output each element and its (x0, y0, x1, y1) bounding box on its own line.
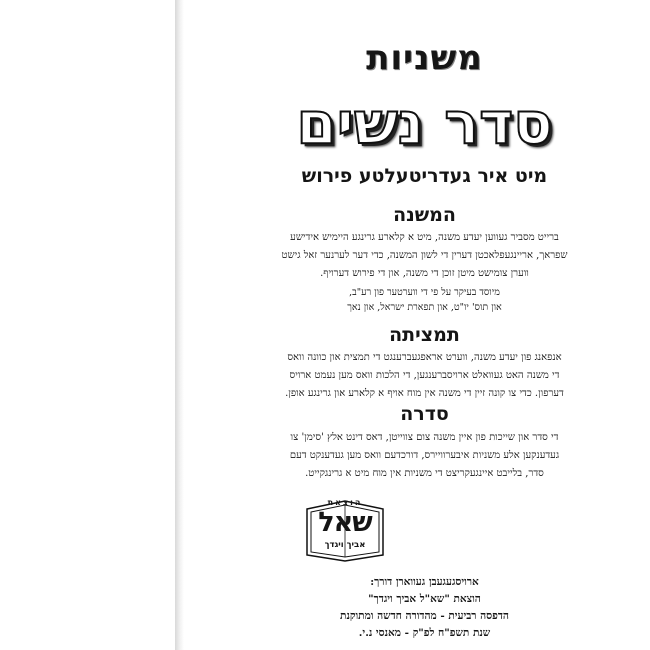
text-line: די סדר און שייכות פון איין משנה צום צווייטן, דאס דינט אלץ 'סימן' צו (290, 432, 559, 443)
text-line: סדר, בלייבט איינגעקריצט די משניות אין מוח מיט א גרינגקייט. (305, 468, 544, 479)
text-line: דערפון. כדי צו קונה זיין די משנה אין מוח אויף א קלארע און גרינגע אופן. (285, 388, 564, 399)
publisher-info (222, 574, 627, 642)
title-main: סדר נשים (296, 89, 553, 157)
text-line: ווערן צומישט מיטן זוכן די משנה, און די פירוש דערויף. (320, 268, 529, 279)
text-line: שפראך, אריינגעפלאכטן דערין די לשון המשנה, כדי דער לערנער זאל גישט (281, 250, 568, 261)
section-text-mishna (222, 229, 627, 283)
text-line: מיוסד בעיקר על פי די ווערטער פון רע"ב, (349, 287, 500, 298)
publisher-logo (303, 495, 387, 563)
text-line: אנפאנג פון יעדע משנה, ווערט אראפגעברענגט די תמצית און כוונה וואס (287, 352, 562, 363)
text-line: הוצאת "שא"ל אביך ויגדך" (368, 593, 481, 605)
source-note (222, 285, 627, 315)
text-line: שנת תשפ"ח לפ"ק - מאנסי נ.י. (358, 627, 491, 639)
logo-top-text: הוצאת (327, 498, 363, 507)
title-top: משניות (366, 38, 483, 78)
section-heading-tamtzita: תמציתה (389, 324, 460, 346)
section-heading-sidra: סדרה (400, 403, 449, 425)
text-line: הדפסה רביעית - מהדורה חדשה ומתוקנת (340, 610, 509, 622)
text-line: ברייט מסביר געווען יעדע משנה, מיט א קלארע גרינגע היימיש אידישע (290, 232, 559, 243)
book-spine-edge (175, 0, 184, 650)
text-line: געדענקען אלע משניות איבערוויירס, דורכדעם וואס מען געדענקט דעם (289, 450, 560, 461)
text-line: די משנה האט געוואלט ארויסברענגען, די הלכות וואס מען נעמט ארויס (289, 370, 560, 381)
text-line: און תוס' יו"ט, און תפארת ישראל, און נאך (347, 302, 502, 313)
text-line: ארויסגעגעבן געווארן דורך: (370, 576, 479, 588)
section-heading-mishna: המשנה (393, 204, 456, 226)
cover-content (222, 0, 627, 650)
section-text-sidra (222, 429, 627, 483)
logo-name: שאל (318, 507, 372, 538)
subtitle: מיט איר געדריטעלטע פירוש (301, 165, 548, 187)
section-text-tamtzita (222, 349, 627, 403)
logo-bottom-text: אביך ויגדך (324, 540, 366, 550)
